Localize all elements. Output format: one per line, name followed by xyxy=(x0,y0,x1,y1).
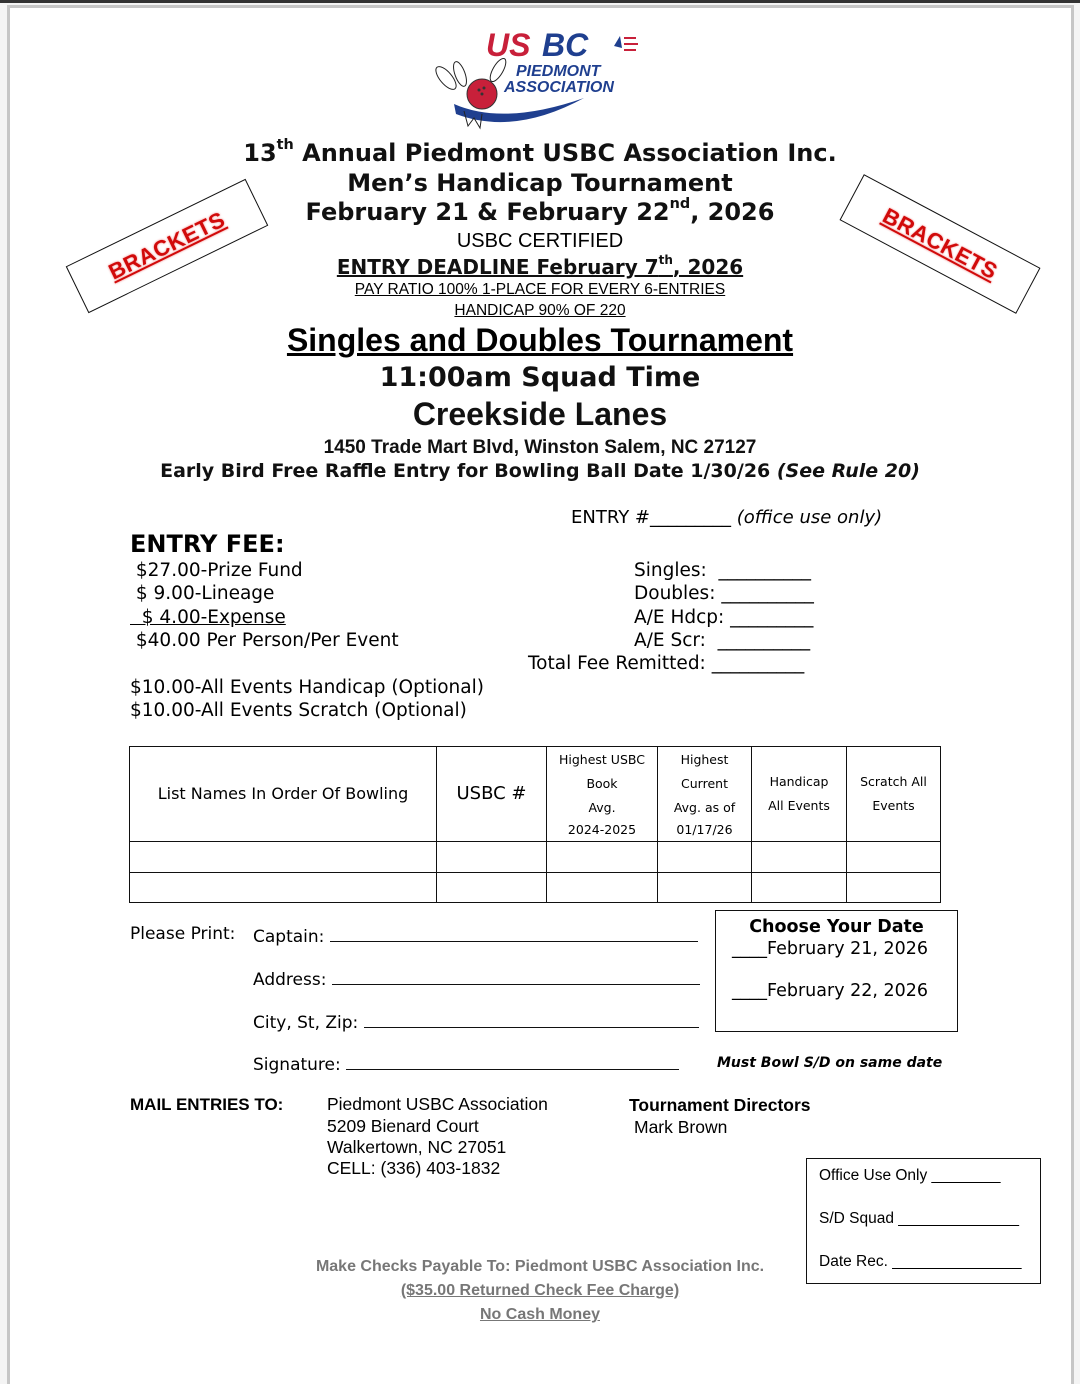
early-bird-raffle: Early Bird Free Raffle Entry for Bowling Ball Date 1/30/26 (See Rule 20) xyxy=(160,460,920,482)
window-top-bar xyxy=(0,0,1080,3)
col-header-handicap-all-events: Handicap All Events xyxy=(752,747,847,842)
tournament-dates: February 21 & February 22nd, 2026 xyxy=(305,196,775,226)
svg-text:BC: BC xyxy=(542,27,589,63)
event-title: Singles and Doubles Tournament xyxy=(286,322,794,358)
please-print-label: Please Print: xyxy=(130,924,236,944)
handicap-rule: HANDICAP 90% OF 220 xyxy=(454,302,626,319)
cell-name[interactable] xyxy=(130,873,437,903)
col-header-scratch-all-events: Scratch All Events xyxy=(847,747,941,842)
entry-fee-heading: ENTRY FEE: xyxy=(130,530,285,558)
cell-book-avg[interactable] xyxy=(547,873,658,903)
cell-book-avg[interactable] xyxy=(547,842,658,873)
date-option-feb-22[interactable]: ____February 22, 2026 xyxy=(732,981,929,1001)
bowler-entry-table xyxy=(129,746,941,903)
office-use-only-field: Office Use Only ________ xyxy=(819,1167,1001,1184)
city-st-zip-field[interactable]: City, St, Zip: xyxy=(253,1010,699,1033)
cell-name[interactable] xyxy=(130,842,437,873)
col-header-names: List Names In Order Of Bowling xyxy=(130,747,437,842)
address-field[interactable]: Address: xyxy=(253,967,700,990)
mail-line-street: 5209 Bienard Court xyxy=(327,1116,479,1136)
choose-date-title: Choose Your Date xyxy=(749,917,924,937)
sd-squad-field: S/D Squad ______________ xyxy=(819,1210,1019,1227)
venue-address: 1450 Trade Mart Blvd, Winston Salem, NC 27127 xyxy=(323,437,757,458)
tally-singles[interactable]: Singles: __________ xyxy=(634,560,812,581)
svg-text:ASSOCIATION: ASSOCIATION xyxy=(504,79,614,96)
col-header-usbc: USBC # xyxy=(437,747,547,842)
venue-name: Creekside Lanes xyxy=(412,396,668,432)
cell-handicap-ae[interactable] xyxy=(752,873,847,903)
tally-ae-hdcp[interactable]: A/E Hdcp: _________ xyxy=(634,607,814,628)
tournament-title-line1: 13th Annual Piedmont USBC Association Inc. xyxy=(243,137,837,167)
checks-payable-note: Make Checks Payable To: Piedmont USBC Association Inc. xyxy=(315,1258,765,1275)
fee-prize-fund: $27.00-Prize Fund xyxy=(130,560,303,581)
table-row xyxy=(130,842,941,873)
captain-field[interactable]: Captain: xyxy=(253,924,698,947)
mail-entries-heading: MAIL ENTRIES TO: xyxy=(130,1095,284,1114)
fee-lineage: $ 9.00-Lineage xyxy=(130,583,275,604)
tournament-title-line2: Men’s Handicap Tournament xyxy=(347,169,733,197)
svg-text:PIEDMONT: PIEDMONT xyxy=(516,63,601,80)
cell-current-avg[interactable] xyxy=(658,873,752,903)
col-header-book-avg: Highest USBC Book Avg. 2024-2025 xyxy=(547,747,658,842)
returned-check-fee-note: ($35.00 Returned Check Fee Charge) xyxy=(400,1282,680,1299)
cell-scratch-ae[interactable] xyxy=(847,873,941,903)
entry-deadline: ENTRY DEADLINE February 7th, 2026 xyxy=(336,253,744,279)
choose-date-box xyxy=(715,910,958,1032)
cell-handicap-ae[interactable] xyxy=(752,842,847,873)
date-received-field: Date Rec. _______________ xyxy=(819,1253,1022,1270)
mail-line-name: Piedmont USBC Association xyxy=(327,1094,548,1114)
tournament-directors-heading: Tournament Directors xyxy=(629,1095,811,1115)
mail-line-cell: CELL: (336) 403-1832 xyxy=(327,1158,501,1178)
fee-all-events-scratch: $10.00-All Events Scratch (Optional) xyxy=(130,700,467,721)
table-row xyxy=(130,873,941,903)
svg-text:US: US xyxy=(486,27,531,63)
tally-total-fee[interactable]: Total Fee Remitted: __________ xyxy=(528,653,805,674)
cell-current-avg[interactable] xyxy=(658,842,752,873)
mail-line-city: Walkertown, NC 27051 xyxy=(327,1137,507,1157)
certified-label: USBC CERTIFIED xyxy=(456,230,624,252)
tally-ae-scr[interactable]: A/E Scr: __________ xyxy=(634,630,811,651)
no-cash-note: No Cash Money xyxy=(479,1306,600,1323)
brackets-label: BRACKETS xyxy=(104,206,229,285)
table-header-row xyxy=(130,747,941,842)
fee-expense: $ 4.00-Expense xyxy=(130,607,286,628)
cell-scratch-ae[interactable] xyxy=(847,842,941,873)
fee-all-events-handicap: $10.00-All Events Handicap (Optional) xyxy=(130,677,484,698)
signature-field[interactable]: Signature: xyxy=(253,1052,679,1075)
same-date-note: Must Bowl S/D on same date xyxy=(717,1055,943,1071)
director-name: Mark Brown xyxy=(634,1117,728,1137)
tally-doubles[interactable]: Doubles: __________ xyxy=(634,583,814,604)
fee-total-per-event: $40.00 Per Person/Per Event xyxy=(130,630,399,651)
squad-time: 11:00am Squad Time xyxy=(379,362,701,393)
date-option-feb-21[interactable]: ____February 21, 2026 xyxy=(732,939,929,959)
col-header-current-avg: Highest Current Avg. as of 01/17/26 xyxy=(658,747,752,842)
cell-usbc[interactable] xyxy=(437,873,547,903)
entry-number-field: ENTRY #_________ (office use only) xyxy=(571,507,883,528)
pay-ratio: PAY RATIO 100% 1-PLACE FOR EVERY 6-ENTRIES xyxy=(354,281,726,298)
cell-usbc[interactable] xyxy=(437,842,547,873)
brackets-label: BRACKETS xyxy=(878,202,1002,285)
bowling-ball-pins-icon xyxy=(424,26,654,131)
usbc-piedmont-logo xyxy=(424,26,654,131)
